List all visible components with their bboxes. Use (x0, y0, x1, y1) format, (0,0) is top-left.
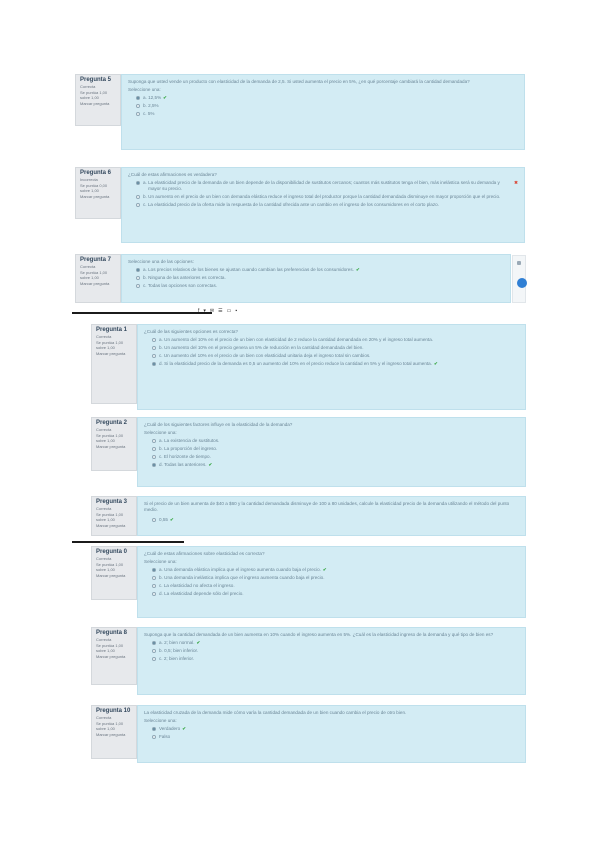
radio-button[interactable] (136, 284, 140, 288)
answer-option[interactable] (152, 575, 519, 581)
answer-value: 0,55 (159, 517, 168, 522)
option-text: Un aumento del 10% en el precio de un bien con elasticidad unitaria deja el ingreso total sin cambios. (163, 353, 371, 358)
cross-icon: ✖ (514, 180, 518, 185)
question-info (75, 254, 121, 303)
answer-option[interactable] (136, 111, 518, 117)
radio-button[interactable] (152, 447, 156, 451)
option-text: La existencia de sustitutos. (164, 438, 220, 443)
question-score: Se puntúa 1,00 sobre 1,00 (96, 720, 124, 732)
question-score: Se puntúa 1,00 sobre 1,00 (96, 561, 124, 573)
option-text: 5% (147, 111, 155, 116)
option-letter: d. (159, 591, 163, 596)
question-score: Se puntúa 1,00 sobre 1,00 (96, 642, 124, 654)
answer-option[interactable] (152, 583, 519, 589)
share-print-icon[interactable]: ▭ (226, 308, 232, 314)
question-prompt: Seleccione una: (128, 87, 161, 92)
option-letter: c. (159, 454, 163, 459)
option-letter: b. (159, 345, 163, 350)
option-letter: a. (159, 337, 163, 342)
question-text: ¿Cuál de los siguientes factores influye en la elasticidad de la demanda? (144, 422, 293, 427)
option-text: La elasticidad precio de la oferta mide la respuesta de la cantidad ofrecida ante un cambio en el ingreso de los consumidores en el corto plazo. (147, 202, 439, 207)
option-text: 2; bien normal. (164, 640, 195, 645)
flag-question-link[interactable]: Marcar pregunta (80, 100, 110, 106)
answer-option[interactable] (136, 267, 504, 273)
radio-button[interactable] (152, 592, 156, 596)
option-letter: d. (159, 361, 163, 366)
question-content (121, 254, 511, 303)
option-text: Un aumento en el precio de un bien con demanda elástica reduce el ingreso total del productor porque la cantidad demandada disminuye en mayor proporción que el precio. (148, 194, 501, 199)
question-score: Se puntúa 1,00 sobre 1,00 (96, 339, 124, 351)
question-info (91, 417, 137, 471)
question-info (91, 627, 137, 685)
question-prompt: Seleccione una: (144, 718, 177, 723)
radio-button[interactable] (152, 657, 156, 661)
answer-option[interactable] (152, 734, 519, 740)
check-icon: ✔ (208, 462, 213, 467)
answer-option[interactable] (136, 202, 518, 208)
answer-option[interactable] (152, 446, 519, 452)
question-status: Correcta (80, 84, 96, 90)
option-text: La elasticidad precio de la demanda de un bien depende de la disponibilidad de sustitutos cercanos; cuantos más sustitutos tenga el bien, más inelástica será su demanda y mayor su precio. (148, 180, 500, 191)
flag-question-link[interactable]: Marcar pregunta (80, 193, 110, 199)
answer-option[interactable] (152, 462, 519, 468)
question-number: Pregunta 5 (80, 77, 112, 83)
question-number: Pregunta 0 (96, 549, 128, 555)
question-status: Correcta (80, 264, 96, 270)
option-letter: b. (143, 194, 147, 199)
radio-button[interactable] (152, 576, 156, 580)
answer-option[interactable] (136, 180, 518, 192)
option-letter: b. (143, 275, 147, 280)
question-score: Se puntúa 1,00 sobre 1,00 (96, 511, 124, 523)
option-letter: a. (159, 438, 163, 443)
option-text: Un aumento del 10% en el precio de un bien con elasticidad de 2 reduce la cantidad demandada en 20% y el ingreso total aumenta. (164, 337, 434, 342)
radio-button[interactable] (152, 727, 156, 731)
flag-question-link[interactable]: Marcar pregunta (96, 731, 126, 737)
share-f-icon[interactable]: f (198, 308, 200, 314)
option-text: Ninguna de las anteriores es correcta. (148, 275, 226, 280)
answer-option[interactable] (152, 345, 519, 351)
chat-bubble-icon[interactable] (517, 278, 527, 288)
question-number: Pregunta 2 (96, 420, 128, 426)
question-number: Pregunta 3 (96, 499, 128, 505)
radio-button[interactable] (152, 735, 156, 739)
radio-button[interactable] (136, 104, 140, 108)
answer-option[interactable] (152, 353, 519, 359)
radio-button[interactable] (136, 112, 140, 116)
question-info (75, 167, 121, 219)
question-text: Suponga que la cantidad demandada de un bien aumenta en 10% cuando el ingreso aumenta en 5%. ¿Cuál es la elasticidad ingreso de la demanda y qué tipo de bien es? (144, 632, 494, 637)
question-content (137, 324, 526, 410)
flag-question-link[interactable]: Marcar pregunta (96, 350, 126, 356)
question-info (91, 546, 137, 600)
option-text: Todas las opciones son correctas. (147, 283, 218, 288)
flag-question-link[interactable]: Marcar pregunta (80, 280, 110, 286)
radio-button[interactable] (152, 439, 156, 443)
option-text: Si la elasticidad precio de la demanda es 0,5 un aumento del 10% en el precio reduce la cantidad en 5% y el ingreso total aumenta. (164, 361, 433, 366)
question-score: Se puntúa 1,00 sobre 1,00 (80, 89, 108, 101)
question-text: Si el precio de un bien aumenta de $40 a $60 y la cantidad demandada disminuye de 100 a 80 unidades, calcule la elasticidad precio de la demanda utilizando el método del punto medio. (144, 501, 510, 512)
question-content (137, 705, 526, 763)
question-info (91, 324, 137, 404)
question-content (137, 496, 526, 536)
option-letter: a. (159, 640, 163, 645)
option-letter: b. (159, 648, 163, 653)
flag-question-link[interactable]: Marcar pregunta (96, 443, 126, 449)
check-icon: ✔ (355, 267, 360, 272)
check-icon: ✔ (182, 726, 187, 731)
radio-button[interactable] (152, 346, 156, 350)
option-letter: c. (143, 283, 147, 288)
radio-button[interactable] (152, 463, 156, 467)
option-letter: c. (159, 353, 163, 358)
question-content (121, 74, 525, 150)
option-text: La elasticidad depende sólo del precio. (164, 591, 244, 596)
option-text: 0,5; bien inferior. (164, 648, 199, 653)
option-text: Un aumento del 10% en el precio genera un 5% de reducción en la cantidad demandada del bien. (164, 345, 364, 350)
check-icon: ✔ (322, 567, 327, 572)
radio-button[interactable] (152, 455, 156, 459)
radio-button[interactable] (136, 268, 140, 272)
check-icon: ✔ (169, 517, 174, 522)
radio-button[interactable] (152, 649, 156, 653)
question-content (121, 167, 525, 243)
question-status: Correcta (96, 556, 112, 562)
radio-button[interactable] (136, 203, 140, 207)
radio-button[interactable] (152, 362, 156, 366)
answer-option[interactable] (152, 361, 519, 367)
question-status: Correcta (96, 334, 112, 340)
option-letter: a. (143, 180, 147, 185)
share-toolbar (198, 308, 237, 314)
question-text: Suponga que usted vende un producto con elasticidad de la demanda de 2,5. Si usted aumenta el precio en 5%, ¿en qué porcentaje cambiará la cantidad demandada? (128, 79, 470, 84)
flag-question-link[interactable]: Marcar pregunta (96, 572, 126, 578)
radio-button[interactable] (152, 568, 156, 572)
answer-option[interactable] (136, 103, 518, 109)
option-text: Falso (159, 734, 171, 739)
section-divider (72, 312, 212, 314)
question-info (91, 496, 137, 536)
option-text: 12,5% (148, 95, 162, 100)
question-number: Pregunta 1 (96, 327, 128, 333)
question-content (137, 417, 526, 487)
option-letter: a. (159, 567, 163, 572)
option-letter: a. (143, 95, 147, 100)
question-text: ¿Cuál de las siguientes opciones es correcta? (144, 329, 238, 334)
option-text: Verdadero (159, 726, 181, 731)
option-letter: b. (159, 446, 163, 451)
question-prompt: Seleccione una: (144, 430, 177, 435)
option-letter: c. (159, 583, 163, 588)
answer-option[interactable] (136, 194, 518, 200)
option-text: La elasticidad no afecta el ingreso. (163, 583, 235, 588)
answer-option[interactable] (152, 656, 519, 662)
question-score: Se puntúa 1,00 sobre 1,00 (96, 432, 124, 444)
option-text: La proporción del ingreso. (164, 446, 218, 451)
option-letter: c. (159, 656, 163, 661)
radio-button[interactable] (152, 338, 156, 342)
answer-option[interactable] (136, 95, 518, 101)
flag-question-link[interactable]: Marcar pregunta (96, 653, 126, 659)
share-t-icon[interactable]: ▾ (203, 308, 206, 314)
radio-button[interactable] (136, 195, 140, 199)
answer-option[interactable] (152, 648, 519, 654)
share-mail-icon[interactable]: ✉ (209, 308, 215, 314)
question-text: ¿Cuál de estas afirmaciones sobre elasticidad es correcta? (144, 551, 265, 556)
option-text: 2; bien inferior. (163, 656, 194, 661)
share-in-icon[interactable]: ▪ (235, 308, 238, 314)
answer-field[interactable] (152, 517, 519, 523)
question-prompt: Seleccione una: (144, 559, 177, 564)
option-letter: c. (143, 111, 147, 116)
option-letter: b. (143, 103, 147, 108)
answer-option[interactable] (136, 283, 504, 289)
option-letter: b. (159, 575, 163, 580)
option-text: Una demanda elástica implica que el ingreso aumenta cuando baja el precio. (164, 567, 321, 572)
question-status: Correcta (96, 427, 112, 433)
answer-option[interactable] (152, 591, 519, 597)
question-info (91, 705, 137, 759)
answer-option[interactable] (136, 275, 504, 281)
radio-button[interactable] (136, 96, 140, 100)
radio-button[interactable] (136, 276, 140, 280)
radio-button[interactable] (152, 641, 156, 645)
answer-option[interactable] (152, 567, 519, 573)
answer-option[interactable] (152, 337, 519, 343)
option-letter: c. (143, 202, 147, 207)
question-content (137, 627, 526, 695)
section-divider (72, 541, 184, 543)
question-number: Pregunta 8 (96, 630, 128, 636)
check-icon: ✔ (434, 361, 438, 366)
answer-option[interactable] (152, 438, 519, 444)
answer-option[interactable] (152, 640, 519, 646)
option-text: 2,5% (148, 103, 159, 108)
answer-option[interactable] (152, 454, 519, 460)
question-number: Pregunta 7 (80, 257, 112, 263)
question-number: Pregunta 10 (96, 708, 131, 714)
answer-options (128, 95, 518, 117)
option-text: Los precios relativos de los bienes se ajustan cuando cambian las preferencias de los consumidores. (148, 267, 354, 272)
question-status: Correcta (96, 637, 112, 643)
answer-option[interactable] (152, 726, 519, 732)
option-letter: d. (159, 462, 163, 467)
question-text: La elasticidad cruzada de la demanda mide cómo varía la cantidad demandada de un bien cuando cambia el precio de otro bien. (144, 710, 407, 715)
option-text: El horizonte de tiempo. (163, 454, 211, 459)
question-number: Pregunta 6 (80, 170, 112, 176)
question-score: Se puntúa 0,00 sobre 1,00 (80, 182, 108, 194)
question-status: Incorrecta (80, 177, 98, 183)
question-text: Seleccione una de las opciones: (128, 259, 194, 264)
option-letter: a. (143, 267, 147, 272)
question-status: Correcta (96, 506, 112, 512)
question-status: Correcta (96, 715, 112, 721)
question-content (137, 546, 526, 618)
radio-button[interactable] (152, 584, 156, 588)
question-text: ¿Cuál de estas afirmaciones es verdadera? (128, 172, 217, 177)
input-box[interactable] (152, 518, 156, 522)
radio-button[interactable] (136, 181, 140, 185)
question-score: Se puntúa 1,00 sobre 1,00 (80, 269, 108, 281)
check-icon: ✔ (163, 95, 168, 100)
flag-question-link[interactable]: Marcar pregunta (96, 522, 126, 528)
side-widget[interactable] (512, 255, 526, 303)
widget-handle-icon (517, 261, 521, 265)
option-text: Una demanda inelástica implica que el ingreso aumenta cuando baja el precio. (164, 575, 325, 580)
question-info (75, 74, 121, 126)
check-icon: ✔ (196, 640, 201, 645)
radio-button[interactable] (152, 354, 156, 358)
share-menu-icon[interactable]: ☰ (218, 308, 223, 314)
option-text: Todas las anteriores. (164, 462, 207, 467)
